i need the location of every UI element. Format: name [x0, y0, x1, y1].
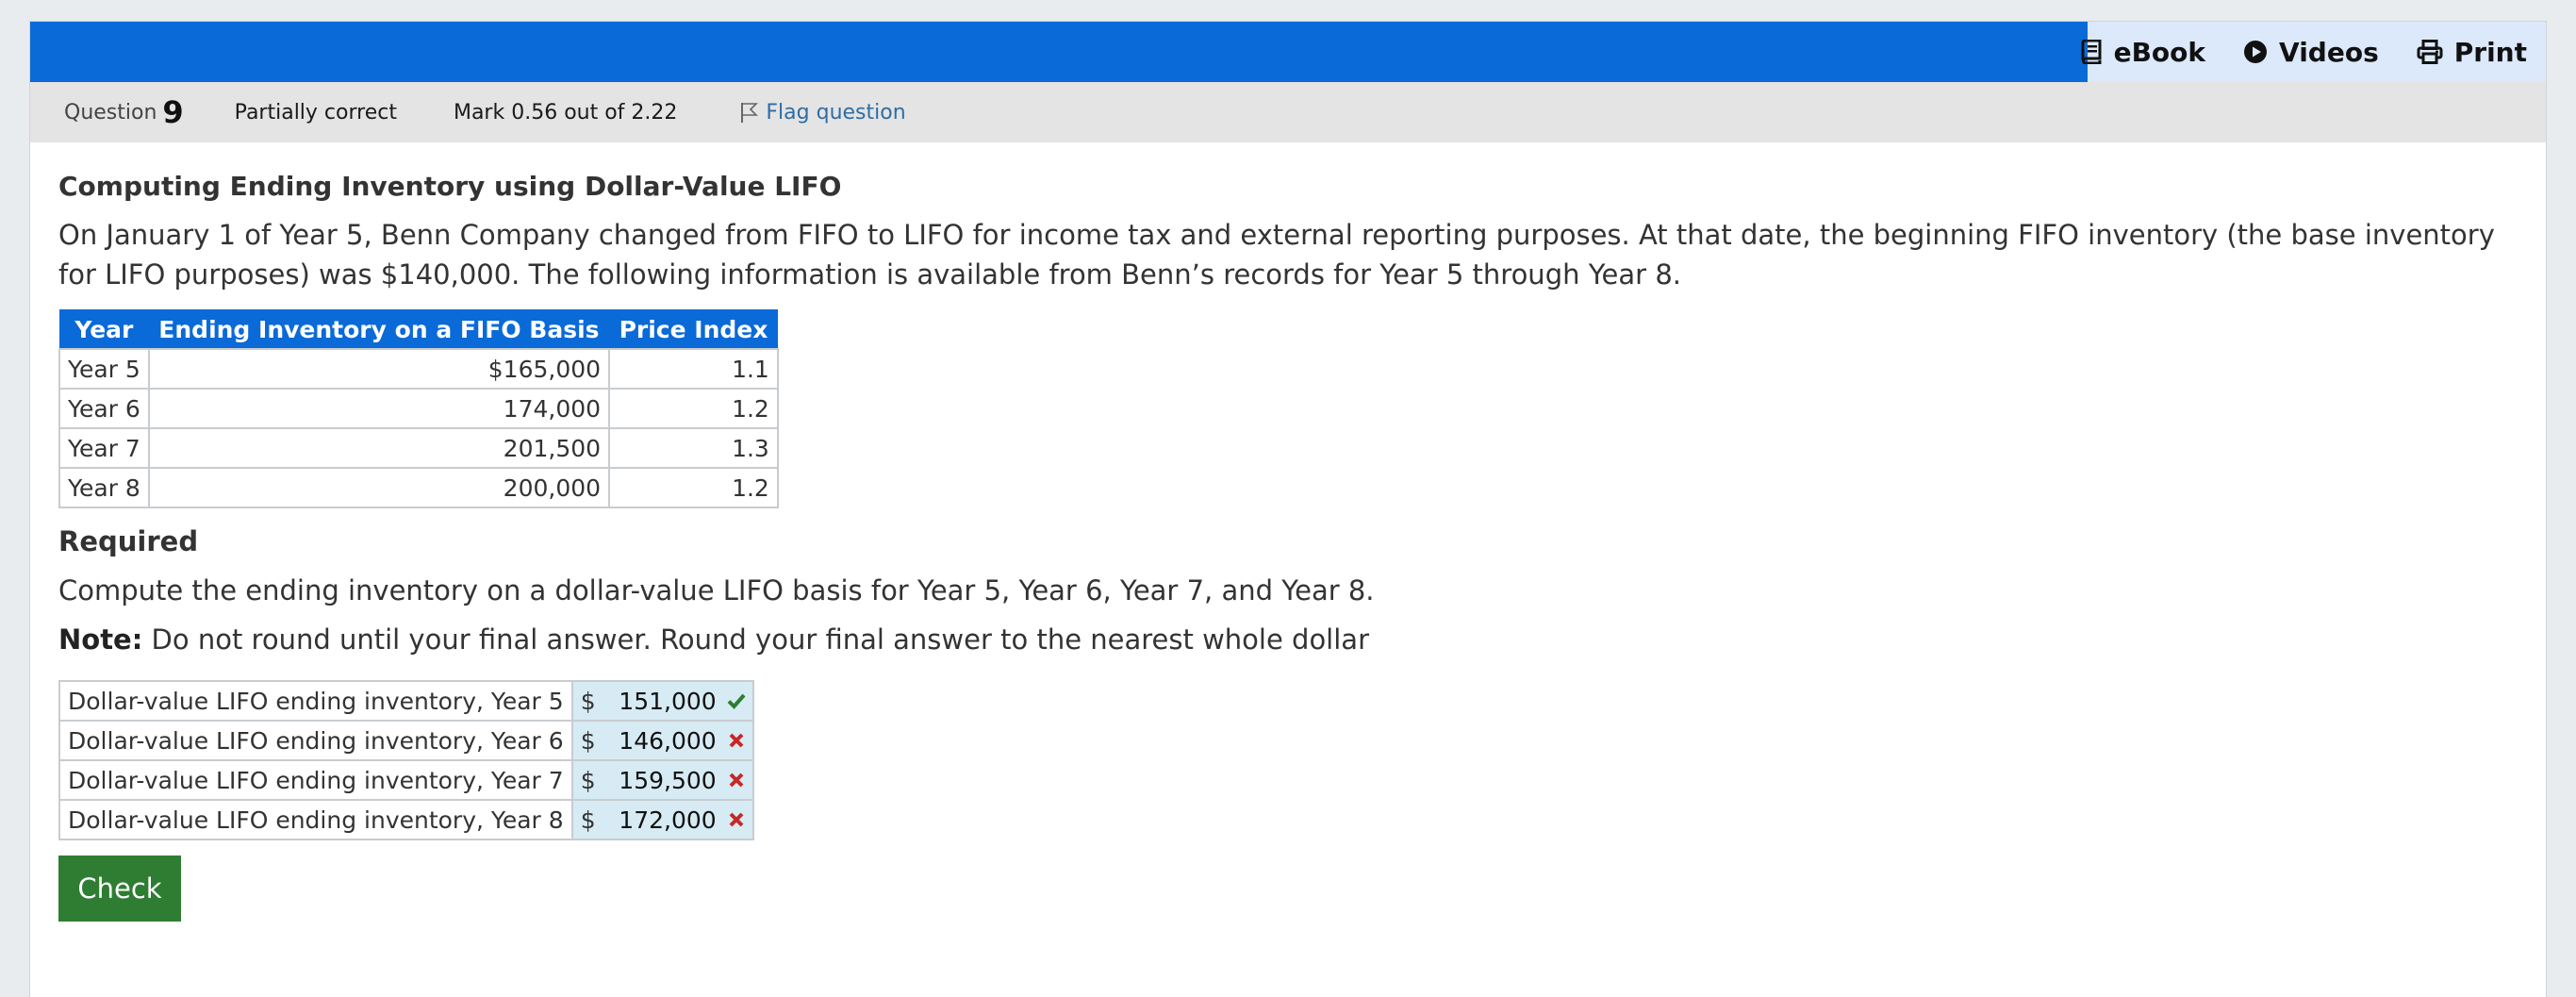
- top-bar: [30, 22, 2546, 82]
- question-frame: [29, 21, 2547, 997]
- answer-input[interactable]: 151,000: [619, 687, 717, 715]
- year-cell: Year 7: [59, 428, 149, 468]
- answer-cell: [572, 721, 753, 760]
- answer-cell: [572, 681, 753, 721]
- correct-check-icon: [726, 692, 747, 709]
- note-label: Note:: [58, 623, 143, 656]
- answer-input[interactable]: 146,000: [619, 726, 717, 755]
- instruction-text: Compute the ending inventory on a dollar-value LIFO basis for Year 5, Year 6, Year 7, and Year 8.: [58, 574, 1375, 607]
- play-circle-icon: [2243, 40, 2268, 64]
- answer-row: [59, 721, 753, 760]
- book-icon: [2080, 40, 2103, 64]
- answer-table: [58, 680, 754, 840]
- currency-symbol: $: [580, 766, 596, 794]
- fifo-inventory-cell: 174,000: [149, 389, 609, 428]
- question-number: 9: [162, 94, 184, 130]
- price-index-cell: 1.2: [609, 468, 778, 507]
- answer-cell: [572, 760, 753, 800]
- column-header-price-index: Price Index: [609, 310, 778, 350]
- fifo-inventory-cell: $165,000: [149, 349, 609, 389]
- print-button[interactable]: [2417, 37, 2527, 68]
- question-content: [58, 168, 2529, 922]
- answer-label: Dollar-value LIFO ending inventory, Year 6: [59, 721, 572, 760]
- question-status: Partially correct: [234, 100, 397, 125]
- answer-cell: [572, 800, 753, 839]
- question-info-bar: [30, 82, 2546, 142]
- table-row: [59, 468, 778, 507]
- table-row: [59, 349, 778, 389]
- note-text: [58, 620, 2529, 659]
- table-row: [59, 389, 778, 428]
- price-index-cell: 1.3: [609, 428, 778, 468]
- flag-icon: [739, 101, 758, 124]
- check-button[interactable]: Check: [58, 856, 181, 922]
- inventory-table: [58, 309, 779, 508]
- answer-row: [59, 760, 753, 800]
- answer-input[interactable]: 172,000: [619, 806, 717, 834]
- incorrect-x-icon: [726, 773, 747, 788]
- answer-input[interactable]: 159,500: [619, 766, 717, 794]
- table-row: [59, 428, 778, 468]
- question-title: Computing Ending Inventory using Dollar-Value LIFO: [58, 171, 842, 202]
- currency-symbol: $: [580, 687, 596, 715]
- toolbar: [2088, 22, 2546, 82]
- ebook-label: eBook: [2113, 36, 2206, 68]
- year-cell: Year 8: [59, 468, 149, 507]
- flag-question-link[interactable]: [739, 101, 905, 125]
- printer-icon: [2417, 40, 2443, 64]
- question-intro: On January 1 of Year 5, Benn Company changed from FIFO to LIFO for income tax and external reporting purposes. At that date, the beginning FIFO inventory (the base inventory for LIFO purposes) was $140,000. The following information is available from Benn’s records for Year 5 through Year 8.: [58, 219, 2495, 291]
- currency-symbol: $: [580, 726, 596, 755]
- flag-question-label: Flag question: [766, 100, 906, 125]
- year-cell: Year 5: [59, 349, 149, 389]
- ebook-button[interactable]: [2080, 37, 2205, 68]
- currency-symbol: $: [580, 806, 596, 834]
- year-cell: Year 6: [59, 389, 149, 428]
- price-index-cell: 1.1: [609, 349, 778, 389]
- question-label: Question: [64, 100, 157, 125]
- column-header-fifo-inventory: Ending Inventory on a FIFO Basis: [149, 310, 609, 350]
- answer-row: [59, 681, 753, 721]
- table-header-row: [59, 310, 778, 350]
- column-header-year: Year: [59, 310, 149, 350]
- answer-label: Dollar-value LIFO ending inventory, Year 5: [59, 681, 572, 721]
- videos-button[interactable]: [2243, 37, 2379, 68]
- answer-label: Dollar-value LIFO ending inventory, Year 8: [59, 800, 572, 839]
- answer-label: Dollar-value LIFO ending inventory, Year 7: [59, 760, 572, 800]
- videos-label: Videos: [2279, 36, 2379, 68]
- fifo-inventory-cell: 201,500: [149, 428, 609, 468]
- note-body: Do not round until your final answer. Round your final answer to the nearest whole dollar: [142, 623, 1369, 656]
- incorrect-x-icon: [726, 812, 747, 827]
- answer-row: [59, 800, 753, 839]
- print-label: Print: [2453, 36, 2527, 68]
- price-index-cell: 1.2: [609, 389, 778, 428]
- required-heading: Required: [58, 525, 199, 557]
- question-mark: Mark 0.56 out of 2.22: [453, 100, 678, 125]
- incorrect-x-icon: [726, 733, 747, 748]
- fifo-inventory-cell: 200,000: [149, 468, 609, 507]
